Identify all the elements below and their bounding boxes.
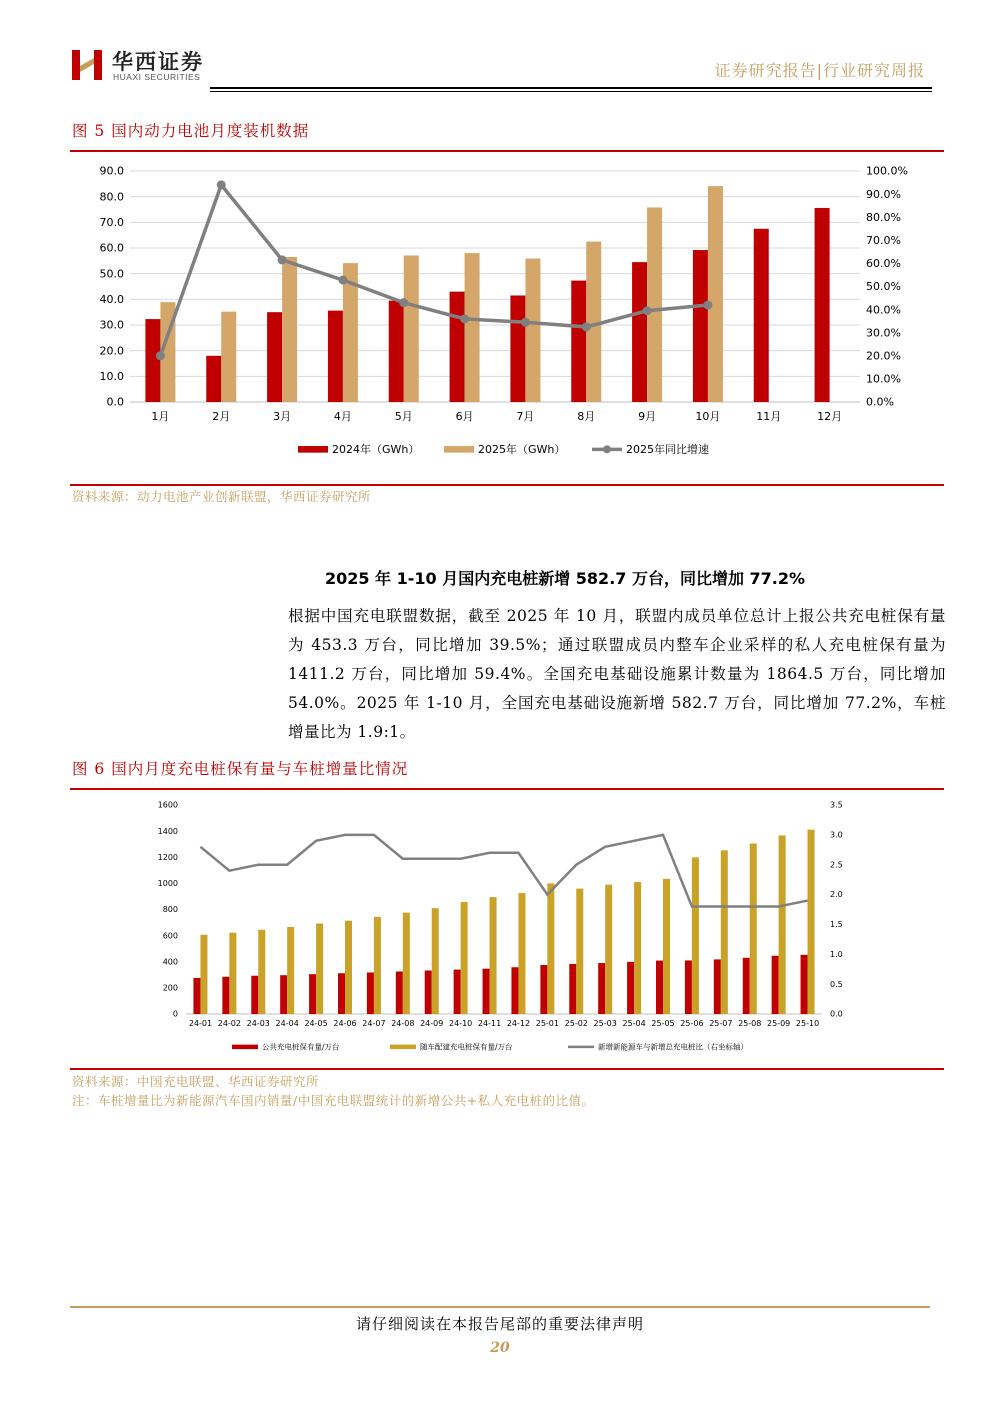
right-axis-tick-label: 80.0%	[866, 210, 901, 224]
bar-series1	[280, 975, 287, 1014]
left-axis-tick-label: 400	[162, 957, 178, 967]
figure5-top-rule	[70, 150, 944, 152]
legend-label: 公共充电桩保有量/万台	[262, 1042, 340, 1052]
right-axis-tick-label: 40.0%	[866, 303, 901, 317]
bar-series1	[569, 964, 576, 1014]
header-divider-thin	[210, 91, 932, 92]
section-paragraph: 根据中国充电联盟数据，截至 2025 年 10 月，联盟内成员单位总计上报公共充电桩保有量为 453.3 万台，同比增加 39.5%；通过联盟成员内整车企业采样的私人充电桩保有量为 1411.2 万台，同比增加 59.4%。全国充电基础设施累计数量为 1864.5 万台，同比增加 54.0%。2025 年 1-10 月，全国充电基础设施新增 582.7 万台，同比增加 77.2%，车桩增量比为 1.9:1。	[288, 607, 946, 741]
x-axis-tick-label: 9月	[638, 410, 657, 423]
right-axis-tick-label: 3.0	[830, 830, 843, 840]
legend-label: 2024年（GWh）	[332, 443, 420, 457]
x-axis-tick-label: 25-06	[680, 1019, 704, 1028]
bar-series1	[598, 963, 605, 1014]
x-axis-tick-label: 24-05	[304, 1019, 328, 1028]
bar-series2	[721, 850, 728, 1014]
right-axis-tick-label: 10.0%	[866, 372, 901, 386]
x-axis-tick-label: 24-01	[188, 1019, 213, 1028]
x-axis-tick-label: 5月	[394, 410, 413, 423]
x-axis-tick-label: 24-04	[275, 1019, 299, 1028]
bar-series1	[540, 965, 547, 1014]
figure6-bottom-rule	[70, 1068, 944, 1070]
bar-series2	[345, 921, 352, 1014]
bar-series1	[693, 250, 708, 402]
right-axis-tick-label: 70.0%	[866, 233, 901, 247]
bar-series1	[450, 292, 465, 402]
right-axis-tick-label: 1.5	[830, 920, 843, 930]
bar-series1	[754, 229, 769, 402]
figure5-bottom-rule	[70, 484, 944, 486]
bar-series2	[229, 933, 236, 1014]
bar-series2	[282, 257, 297, 402]
bar-series2	[547, 883, 554, 1014]
line-point	[582, 322, 591, 331]
bar-series1	[206, 356, 221, 402]
line-point	[217, 180, 226, 189]
legend-swatch	[444, 446, 474, 453]
bar-series1	[483, 969, 490, 1014]
bar-series1	[267, 312, 282, 402]
left-axis-tick-label: 40.0	[99, 293, 124, 306]
right-axis-tick-label: 0.0%	[866, 395, 894, 409]
legend-swatch	[232, 1045, 258, 1050]
bar-series1	[656, 961, 663, 1014]
bar-series1	[632, 262, 647, 402]
bar-series2	[525, 259, 540, 402]
x-axis-tick-label: 11月	[756, 410, 782, 423]
bar-series1	[627, 962, 634, 1014]
x-axis-tick-label: 3月	[273, 410, 292, 423]
left-axis-tick-label: 20.0	[99, 344, 124, 358]
bar-series1	[309, 974, 316, 1014]
legend-swatch	[390, 1045, 416, 1050]
legend-label: 随车配建充电桩保有量/万台	[420, 1042, 513, 1052]
x-axis-tick-label: 24-11	[477, 1019, 502, 1028]
x-axis-tick-label: 6月	[455, 410, 474, 423]
legend-label: 2025年同比增速	[626, 443, 709, 457]
left-axis-tick-label: 30.0	[99, 318, 124, 332]
right-axis-tick-label: 90.0%	[866, 187, 901, 201]
x-axis-tick-label: 25-04	[622, 1019, 646, 1028]
legend-label: 2025年（GWh）	[478, 443, 566, 457]
report-type: 证券研究报告|行业研究周报	[714, 61, 925, 80]
right-axis-tick-label: 0.5	[830, 979, 843, 989]
bar-series1	[815, 208, 830, 402]
line-point	[338, 276, 347, 285]
left-axis-tick-label: 1200	[157, 852, 178, 862]
line-series	[160, 185, 708, 356]
legend-swatch	[298, 446, 328, 453]
bar-series2	[779, 835, 786, 1014]
right-axis-tick-label: 20.0%	[866, 349, 901, 363]
bar-series2	[647, 207, 662, 402]
bar-series2	[518, 893, 525, 1014]
x-axis-tick-label: 25-01	[535, 1019, 559, 1028]
x-axis-tick-label: 24-03	[246, 1019, 270, 1028]
x-axis-tick-label: 25-08	[738, 1019, 762, 1028]
bar-series1	[571, 281, 586, 402]
x-axis-tick-label: 25-09	[767, 1019, 791, 1028]
figure5-title: 图 5 国内动力电池月度装机数据	[72, 122, 310, 140]
footer-rule	[70, 1306, 930, 1308]
bar-series1	[801, 955, 808, 1014]
bar-series1	[193, 978, 200, 1014]
left-axis-tick-label: 1400	[157, 826, 178, 836]
figure6-source: 资料来源：中国充电联盟、华西证券研究所	[72, 1074, 320, 1089]
bar-series2	[221, 312, 236, 402]
bar-series2	[258, 930, 265, 1014]
x-axis-tick-label: 10月	[695, 410, 721, 423]
bar-series2	[461, 902, 468, 1014]
x-axis-tick-label: 25-07	[709, 1019, 733, 1028]
x-axis-tick-label: 24-02	[217, 1019, 241, 1028]
line-point	[278, 255, 287, 264]
bar-series1	[454, 970, 461, 1014]
footer-disclaimer: 请仔细阅读在本报告尾部的重要法律声明	[355, 1315, 644, 1333]
bar-series2	[404, 255, 419, 402]
right-axis-tick-label: 2.5	[830, 860, 843, 870]
line-point	[703, 300, 712, 309]
bar-series2	[490, 897, 497, 1014]
left-axis-tick-label: 70.0	[99, 216, 124, 229]
bar-series2	[663, 879, 670, 1014]
right-axis-tick-label: 2.0	[830, 890, 843, 900]
right-axis-tick-label: 50.0%	[866, 280, 901, 294]
bar-series1	[328, 311, 343, 402]
left-axis-tick-label: 0	[172, 1009, 178, 1019]
left-axis-tick-label: 1600	[157, 800, 178, 810]
x-axis-tick-label: 24-06	[333, 1019, 357, 1028]
line-point	[521, 318, 530, 327]
line-series	[200, 835, 807, 907]
legend-label: 新增新能源车与新增总充电桩比（右坐标轴）	[598, 1042, 748, 1052]
x-axis-tick-label: 24-09	[420, 1019, 444, 1028]
figure6-top-rule	[70, 788, 944, 790]
left-axis-tick-label: 600	[162, 931, 178, 941]
right-axis-tick-label: 3.5	[830, 800, 843, 810]
bar-series1	[396, 972, 403, 1014]
bar-series2	[605, 885, 612, 1014]
right-axis-tick-label: 100.0%	[866, 164, 908, 178]
logo-english-name: HUAXI SECURITIES	[113, 72, 201, 82]
right-axis-tick-label: 30.0%	[866, 326, 901, 340]
bar-series1	[367, 972, 374, 1014]
x-axis-tick-label: 2月	[212, 410, 231, 423]
x-axis-tick-label: 4月	[333, 410, 352, 423]
figure6-chart	[140, 792, 860, 1062]
x-axis-tick-label: 7月	[516, 410, 535, 423]
figure6-title: 图 6 国内月度充电桩保有量与车桩增量比情况	[72, 760, 409, 778]
bar-series1	[222, 977, 229, 1014]
figure5-chart	[70, 155, 944, 475]
left-axis-tick-label: 0.0	[106, 395, 124, 409]
bar-series2	[576, 889, 583, 1014]
x-axis-tick-label: 1月	[151, 410, 170, 423]
header-divider	[210, 87, 932, 89]
page-number: 20	[490, 1340, 510, 1356]
legend-marker	[603, 445, 611, 453]
figure5-source: 资料来源：动力电池产业创新联盟，华西证券研究所	[72, 489, 372, 504]
bar-series2	[808, 830, 815, 1014]
bar-series2	[750, 844, 757, 1014]
x-axis-tick-label: 25-05	[651, 1019, 675, 1028]
bar-series1	[743, 958, 750, 1014]
section-heading: 2025 年 1-10 月国内充电桩新增 582.7 万台，同比增加 77.2%	[324, 569, 806, 588]
left-axis-tick-label: 80.0	[99, 190, 124, 204]
x-axis-tick-label: 24-07	[362, 1019, 386, 1028]
bar-series1	[510, 295, 525, 402]
right-axis-tick-label: 1.0	[830, 949, 843, 959]
x-axis-tick-label: 12月	[817, 410, 843, 423]
x-axis-tick-label: 8月	[577, 410, 596, 423]
bar-series1	[425, 971, 432, 1014]
bar-series1	[511, 967, 518, 1014]
left-axis-tick-label: 1000	[157, 879, 178, 889]
bar-series1	[714, 959, 721, 1014]
line-point	[460, 314, 469, 323]
left-axis-tick-label: 60.0	[99, 241, 124, 255]
left-axis-tick-label: 200	[162, 983, 178, 993]
logo-chinese-name: 华西证券	[112, 49, 204, 74]
x-axis-tick-label: 24-12	[506, 1019, 531, 1028]
company-logo-icon	[70, 48, 104, 82]
x-axis-tick-label: 24-08	[391, 1019, 415, 1028]
x-axis-tick-label: 25-02	[564, 1019, 588, 1028]
bar-series2	[200, 935, 207, 1014]
bar-series2	[634, 882, 641, 1014]
line-point	[399, 298, 408, 307]
bar-series1	[338, 973, 345, 1014]
left-axis-tick-label: 50.0	[99, 267, 124, 281]
right-axis-tick-label: 0.0	[830, 1009, 843, 1019]
bar-series1	[389, 301, 404, 402]
bar-series1	[251, 976, 258, 1014]
bar-series2	[316, 923, 323, 1014]
bar-series2	[465, 253, 480, 402]
x-axis-tick-label: 24-10	[449, 1019, 473, 1028]
bar-series1	[685, 960, 692, 1014]
bar-series2	[432, 908, 439, 1014]
bar-series1	[145, 319, 160, 402]
bar-series2	[374, 917, 381, 1014]
figure6-note: 注：车桩增量比为新能源汽车国内销量/中国充电联盟统计的新增公共+私人充电桩的比值。	[72, 1093, 595, 1108]
x-axis-tick-label: 25-03	[593, 1019, 617, 1028]
x-axis-tick-label: 25-10	[795, 1019, 820, 1028]
line-point	[156, 351, 165, 360]
line-point	[643, 306, 652, 315]
left-axis-tick-label: 90.0	[99, 164, 124, 178]
bar-series2	[692, 857, 699, 1014]
right-axis-tick-label: 60.0%	[866, 257, 901, 271]
bar-series2	[403, 913, 410, 1014]
left-axis-tick-label: 10.0	[99, 370, 124, 383]
left-axis-tick-label: 800	[162, 905, 178, 915]
bar-series2	[708, 186, 723, 402]
bar-series1	[772, 956, 779, 1014]
bar-series2	[287, 927, 294, 1014]
